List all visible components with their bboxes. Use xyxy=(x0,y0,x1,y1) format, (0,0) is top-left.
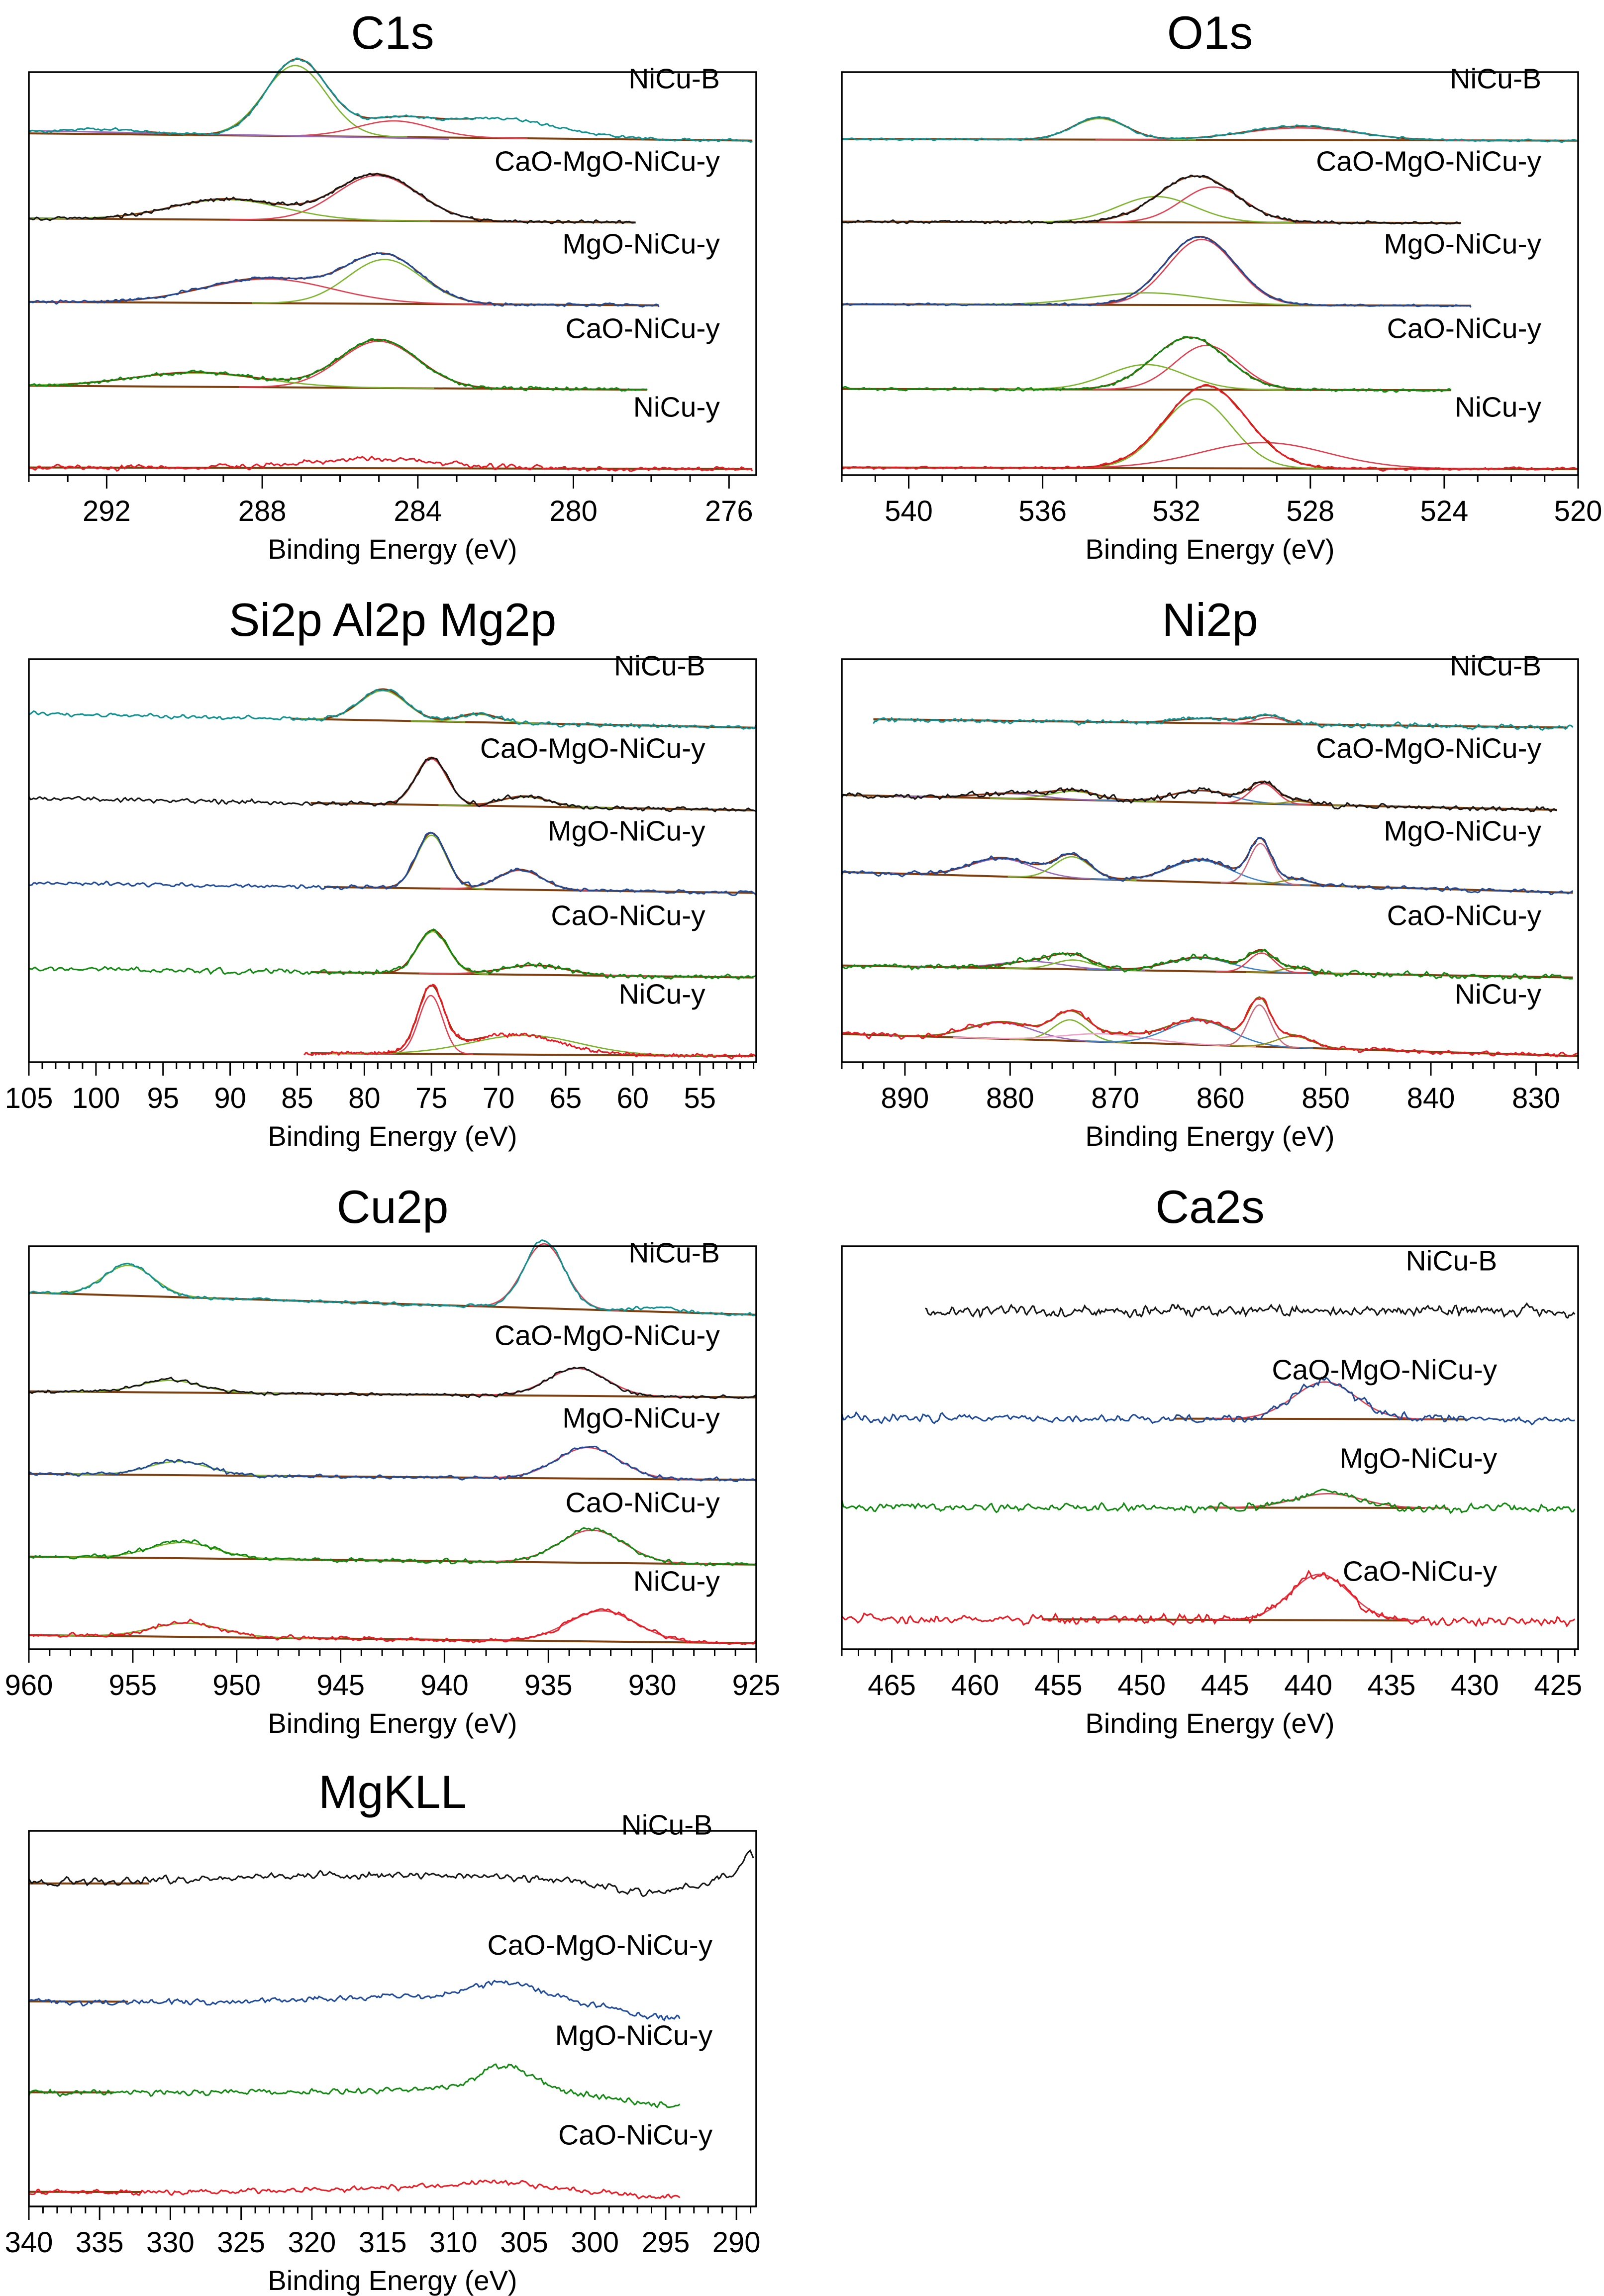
spectrum-trace xyxy=(29,690,756,729)
fit-component xyxy=(953,1034,1256,1047)
axis-tick-label: 310 xyxy=(429,2226,478,2259)
spectrum-trace xyxy=(925,1303,1575,1318)
axis-tick-label: 940 xyxy=(420,1669,469,1701)
envelope-fit xyxy=(1059,176,1334,223)
axis-tick-label: 325 xyxy=(217,2226,266,2259)
panel-si2p xyxy=(4,594,758,1157)
fit-component xyxy=(470,1244,619,1310)
panel-mgkll xyxy=(4,1766,761,2296)
fit-component xyxy=(1018,197,1295,222)
series-label: CaO-NiCu-y xyxy=(565,312,720,345)
axis-tick-label: 295 xyxy=(641,2226,690,2259)
fit-component xyxy=(476,1448,700,1480)
axis-tick-label: 840 xyxy=(1406,1082,1455,1114)
panel-title: Cu2p xyxy=(336,1181,449,1233)
series-label: CaO-MgO-NiCu-y xyxy=(1316,145,1541,178)
axis-tick-label: 315 xyxy=(358,2226,407,2259)
fit-component xyxy=(1220,1005,1300,1048)
axis-tick-label: 460 xyxy=(951,1669,1000,1701)
panel-title: Si2p Al2p Mg2p xyxy=(228,594,557,646)
panel-title: O1s xyxy=(1167,6,1253,59)
axis-tick-label: 305 xyxy=(500,2226,548,2259)
panel-title: Ca2s xyxy=(1155,1181,1265,1233)
axis-tick-label: 860 xyxy=(1196,1082,1245,1114)
axis-tick-label: 430 xyxy=(1451,1669,1499,1701)
series-label: NiCu-B xyxy=(621,1809,713,1841)
axis-tick-label: 880 xyxy=(986,1082,1034,1114)
spectrum-trace xyxy=(842,1490,1575,1513)
fit-component xyxy=(1099,187,1328,223)
panel-ca2s xyxy=(842,1181,1583,1744)
spectrum-trace xyxy=(29,174,636,223)
axis-tick-label: 290 xyxy=(712,2226,761,2259)
spectrum-trace xyxy=(29,2064,680,2107)
axis-tick-label: 292 xyxy=(83,495,131,527)
spectrum-trace xyxy=(29,339,647,391)
series-label: NiCu-B xyxy=(628,63,720,95)
series-label: NiCu-y xyxy=(1454,391,1541,423)
series-label: NiCu-y xyxy=(633,391,720,423)
axis-tick-label: 536 xyxy=(1018,495,1067,527)
axis-tick-label: 532 xyxy=(1152,495,1201,527)
axis-tick-label: 890 xyxy=(881,1082,929,1114)
series-label: CaO-MgO-NiCu-y xyxy=(487,1929,713,1962)
panel-plot xyxy=(4,1237,781,1744)
series-label: CaO-NiCu-y xyxy=(565,1487,720,1519)
axis-tick-label: 105 xyxy=(4,1082,53,1114)
series-label: MgO-NiCu-y xyxy=(1384,228,1541,260)
fit-component xyxy=(476,1530,708,1564)
series-label: NiCu-B xyxy=(1450,63,1541,95)
series-label: CaO-MgO-NiCu-y xyxy=(1272,1354,1498,1386)
fit-component xyxy=(378,835,485,889)
axis-tick-label: 85 xyxy=(281,1082,313,1114)
series-label: MgO-NiCu-y xyxy=(562,1402,720,1434)
axis-tick-label: 80 xyxy=(348,1082,381,1114)
axis-tick-label: 435 xyxy=(1367,1669,1416,1701)
axis-title: Binding Energy (eV) xyxy=(268,2265,517,2296)
axis-tick-label: 540 xyxy=(885,495,933,527)
axis-tick-label: 935 xyxy=(524,1669,573,1701)
axis-tick-label: 930 xyxy=(628,1669,677,1701)
fit-component xyxy=(1070,399,1323,469)
spectrum-trace xyxy=(842,950,1573,980)
panel-o1s xyxy=(842,6,1603,570)
envelope-fit xyxy=(68,339,519,389)
axis-tick-label: 455 xyxy=(1034,1669,1083,1701)
fit-component xyxy=(376,759,487,806)
axis-tick-label: 950 xyxy=(212,1669,261,1701)
series-label: MgO-NiCu-y xyxy=(1384,815,1541,847)
panel-plot xyxy=(4,650,758,1157)
axis-title: Binding Energy (eV) xyxy=(268,1120,517,1152)
baseline-fit xyxy=(842,795,1557,810)
envelope-fit xyxy=(378,757,566,805)
panel-plot xyxy=(4,1809,761,2296)
axis-title: Binding Energy (eV) xyxy=(1085,1120,1335,1152)
fit-component xyxy=(1003,119,1196,140)
panel-plot xyxy=(842,650,1580,1157)
axis-tick-label: 320 xyxy=(288,2226,336,2259)
spectrum-trace xyxy=(29,2180,680,2198)
series-label: CaO-NiCu-y xyxy=(551,899,705,932)
axis-tick-label: 276 xyxy=(704,495,753,527)
spectrum-trace xyxy=(842,237,1471,307)
envelope-fit xyxy=(146,59,477,134)
axis-tick-label: 925 xyxy=(732,1669,781,1701)
axis-tick-label: 850 xyxy=(1302,1082,1350,1114)
panel-plot xyxy=(842,63,1603,570)
axis-tick-label: 945 xyxy=(316,1669,365,1701)
series-label: NiCu-y xyxy=(618,978,705,1010)
panel-title: MgKLL xyxy=(318,1766,467,1818)
axis-tick-label: 465 xyxy=(868,1669,916,1701)
axis-tick-label: 528 xyxy=(1286,495,1335,527)
series-label: CaO-MgO-NiCu-y xyxy=(495,145,720,178)
axis-tick-label: 280 xyxy=(549,495,598,527)
axis-tick-label: 300 xyxy=(571,2226,619,2259)
fit-component xyxy=(70,1462,287,1476)
fit-component xyxy=(252,260,518,304)
axis-tick-label: 524 xyxy=(1420,495,1469,527)
series-label: MgO-NiCu-y xyxy=(555,2019,713,2052)
series-label: NiCu-y xyxy=(633,1565,720,1597)
axis-tick-label: 340 xyxy=(4,2226,53,2259)
series-label: NiCu-y xyxy=(1454,978,1541,1010)
panel-plot xyxy=(29,63,758,570)
fit-component xyxy=(183,66,407,137)
envelope-fit xyxy=(1009,117,1444,140)
axis-tick-label: 425 xyxy=(1534,1669,1583,1701)
panel-ni2p xyxy=(842,594,1580,1157)
series-label: CaO-NiCu-y xyxy=(1387,899,1541,932)
axis-tick-label: 288 xyxy=(238,495,287,527)
axis-tick-label: 95 xyxy=(147,1082,179,1114)
panel-title: C1s xyxy=(351,6,434,59)
spectrum-trace xyxy=(29,1446,756,1481)
axis-tick-label: 830 xyxy=(1512,1082,1560,1114)
spectrum-trace xyxy=(29,1981,680,2020)
baseline-fit xyxy=(29,302,659,305)
axis-tick-label: 440 xyxy=(1284,1669,1332,1701)
series-label: NiCu-B xyxy=(628,1237,720,1269)
series-label: CaO-NiCu-y xyxy=(1387,312,1541,345)
envelope-fit xyxy=(1026,386,1451,469)
fit-component xyxy=(1208,1494,1448,1508)
series-label: MgO-NiCu-y xyxy=(548,815,705,847)
axis-tick-label: 330 xyxy=(146,2226,195,2259)
fit-component xyxy=(1096,128,1505,140)
axis-tick-label: 284 xyxy=(394,495,442,527)
axis-tick-label: 75 xyxy=(415,1082,448,1114)
baseline-fit xyxy=(29,1293,756,1315)
series-label: NiCu-B xyxy=(1405,1245,1498,1277)
axis-tick-label: 60 xyxy=(616,1082,649,1114)
fit-component xyxy=(230,176,524,222)
series-label: MgO-NiCu-y xyxy=(1339,1442,1498,1475)
axis-tick-label: 90 xyxy=(214,1082,246,1114)
axis-tick-label: 955 xyxy=(108,1669,157,1701)
panel-cu2p xyxy=(4,1181,781,1744)
fit-component xyxy=(473,1369,682,1397)
axis-tick-label: 870 xyxy=(1091,1082,1140,1114)
series-label: MgO-NiCu-y xyxy=(562,228,720,260)
fit-component xyxy=(1008,365,1285,390)
axis-tick-label: 335 xyxy=(75,2226,124,2259)
series-label: CaO-MgO-NiCu-y xyxy=(1316,732,1541,765)
panel-plot xyxy=(842,1245,1583,1744)
series-label: CaO-MgO-NiCu-y xyxy=(480,732,705,765)
series-label: CaO-NiCu-y xyxy=(558,2119,713,2151)
series-label: CaO-MgO-NiCu-y xyxy=(495,1319,720,1352)
axis-tick-label: 450 xyxy=(1117,1669,1166,1701)
fit-component xyxy=(1081,239,1322,305)
panel-c1s xyxy=(29,6,758,570)
axis-tick-label: 100 xyxy=(72,1082,120,1114)
spectrum-trace xyxy=(29,1851,753,1897)
panel-title: Ni2p xyxy=(1162,594,1258,646)
series-label: CaO-NiCu-y xyxy=(1342,1555,1498,1588)
axis-tick-label: 960 xyxy=(4,1669,53,1701)
axis-title: Binding Energy (eV) xyxy=(1085,533,1335,565)
series-label: NiCu-B xyxy=(613,650,705,682)
series-label: NiCu-B xyxy=(1450,650,1541,682)
axis-tick-label: 65 xyxy=(549,1082,582,1114)
axis-title: Binding Energy (eV) xyxy=(268,533,517,565)
envelope-fit xyxy=(1059,237,1350,305)
axis-tick-label: 445 xyxy=(1201,1669,1249,1701)
axis-tick-label: 55 xyxy=(684,1082,716,1114)
spectrum-trace xyxy=(873,714,1573,730)
axis-title: Binding Energy (eV) xyxy=(268,1707,517,1739)
axis-title: Binding Energy (eV) xyxy=(1085,1707,1335,1739)
fit-component xyxy=(440,870,600,891)
axis-tick-label: 70 xyxy=(482,1082,515,1114)
axis-tick-label: 520 xyxy=(1554,495,1603,527)
